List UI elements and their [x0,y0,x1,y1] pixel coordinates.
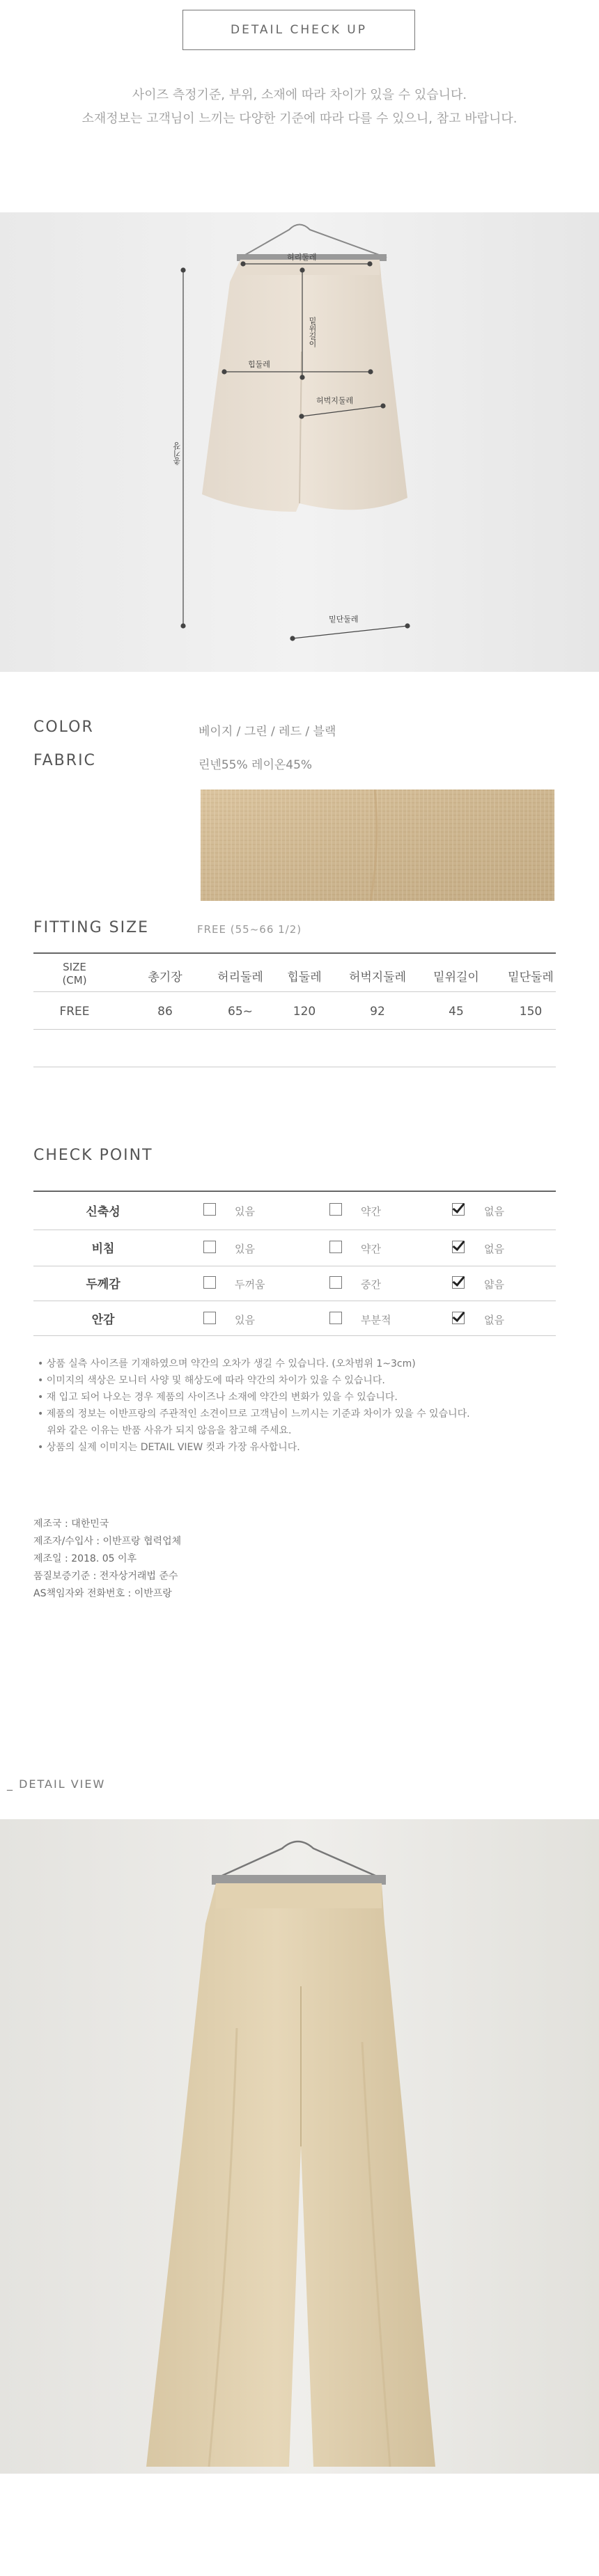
cp-checkbox[interactable] [203,1312,216,1324]
fabric-value: 린넨55% 레이온45% [199,758,313,772]
cp-top-rule [33,1191,556,1192]
cp-option: 없음 [484,1314,504,1326]
table-mid-rule [33,991,556,992]
cp-option: 얇음 [484,1278,504,1291]
table-cell-length: 86 [157,1005,173,1019]
cp-category-stretch: 신축성 [86,1205,120,1219]
color-label: COLOR [33,718,94,736]
info-warranty: 품질보증기준 : 전자상거래법 준수 [33,1571,178,1582]
cp-checkbox[interactable] [203,1276,216,1289]
info-country: 제조국 : 대한민국 [33,1518,109,1530]
cp-checkbox-checked[interactable] [452,1312,465,1324]
cp-category-lining: 안감 [91,1313,115,1327]
note-line: • 제품의 정보는 이반프랑의 주관적인 소견이므로 고객님이 느끼시는 기준과 차이가 있을 수 있습니다. [38,1408,470,1420]
cp-checkbox-checked[interactable] [452,1276,465,1289]
color-value: 베이지 / 그린 / 레드 / 블랙 [199,725,336,739]
note-line: • 이미지의 색상은 모니터 사양 및 해상도에 따라 약간의 차이가 있을 수 있습니다. [38,1375,385,1386]
cp-option: 약간 [361,1243,381,1255]
label-length: 총기장 [173,442,182,465]
label-rise: 밑위길이 [308,317,317,347]
detail-view-label: _ DETAIL VIEW [7,1777,106,1791]
measurement-photo [0,212,599,672]
cp-checkbox[interactable] [329,1312,342,1324]
cp-checkbox[interactable] [203,1241,216,1253]
fabric-label: FABRIC [33,752,96,769]
cp-checkbox[interactable] [329,1203,342,1216]
cp-checkbox-checked[interactable] [452,1203,465,1216]
cp-category-thickness: 두께감 [86,1278,120,1291]
cp-option: 없음 [484,1243,504,1255]
cp-checkbox[interactable] [203,1203,216,1216]
label-hip: 힙둘레 [248,360,270,369]
check-point-title: CHECK POINT [33,1147,153,1164]
table-cell-thigh: 92 [370,1005,385,1019]
intro-line-2: 소재정보는 고객님이 느끼는 다양한 기준에 따라 다를 수 있으니, 참고 바랍니다. [81,111,518,126]
note-line: • 상품 실측 사이즈를 기재하였으며 약간의 오차가 생길 수 있습니다. (오차범위 1~3cm) [38,1358,416,1369]
col-rise: 밑위길이 [433,971,479,984]
note-line: 위와 같은 이유는 반품 사유가 되지 않음을 참고해 주세요. [38,1425,292,1436]
label-thigh: 허벅지둘레 [316,396,354,405]
col-length: 총기장 [148,971,182,984]
detail-check-up-title: DETAIL CHECK UP [182,10,415,50]
note-line: • 상품의 실제 이미지는 DETAIL VIEW 컷과 가장 유사합니다. [38,1442,300,1453]
cp-option: 부분적 [361,1314,391,1326]
col-hem: 밑단둘레 [508,971,554,984]
cp-checkbox[interactable] [329,1241,342,1253]
cp-option: 있음 [235,1243,255,1255]
cp-category-sheer: 비침 [91,1242,115,1256]
table-cell-waist: 65~ [228,1005,253,1019]
cp-checkbox[interactable] [329,1276,342,1289]
cp-option: 약간 [361,1205,381,1218]
col-waist: 허리둘레 [217,971,263,984]
detail-view-photo [0,1819,599,2474]
table-cell-hip: 120 [293,1005,316,1019]
fitting-size-title: FITTING SIZE [33,919,150,936]
cp-option: 중간 [361,1278,381,1291]
table-cell-hem: 150 [519,1005,543,1019]
info-manufacturer: 제조자/수입사 : 이반프랑 협력업체 [33,1536,182,1547]
cp-option: 두꺼움 [235,1278,265,1291]
table-row-size: FREE [59,1005,90,1019]
cp-checkbox-checked[interactable] [452,1241,465,1253]
table-bottom-rule [33,1029,556,1030]
table-cell-rise: 45 [449,1005,464,1019]
cp-option: 있음 [235,1205,255,1218]
fabric-swatch [201,790,554,901]
cp-bottom-rule [33,1335,556,1336]
col-thigh: 허벅지둘레 [348,971,407,984]
intro-line-1: 사이즈 측정기준, 부위, 소재에 따라 차이가 있을 수 있습니다. [132,88,467,102]
col-hip: 힙둘레 [287,971,322,984]
cp-option: 없음 [484,1205,504,1218]
col-size: SIZE (CM) [62,961,87,987]
info-as-contact: AS책임자와 전화번호 : 이반프랑 [33,1588,172,1599]
label-hem: 밑단둘레 [329,615,359,624]
note-line: • 재 입고 되어 나오는 경우 제품의 사이즈나 소재에 약간의 변화가 있을 수 있습니다. [38,1392,398,1403]
table-top-rule [33,952,556,954]
cp-option: 있음 [235,1314,255,1326]
info-date: 제조일 : 2018. 05 이후 [33,1553,137,1564]
fitting-size-subtitle: FREE (55~66 1/2) [197,923,302,936]
label-waist: 허리둘레 [287,253,317,262]
